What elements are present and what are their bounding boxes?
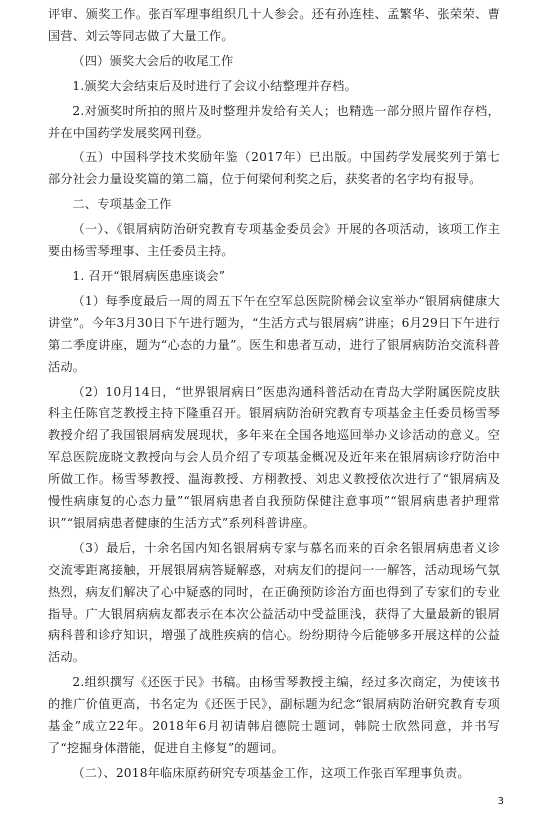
paragraph: （一）、《银屑病防治研究教育专项基金委员会》开展的各项活动，该项工作主要由杨雪琴理事、主任委员主持。 bbox=[48, 222, 500, 259]
paragraph: 评审、颁奖工作。张百军理事组织几十人参会。还有孙连桂、孟繁华、张荣荣、曹国营、刘云等同志做了大量工作。 bbox=[48, 7, 500, 43]
paragraph: （2）10月14日，“世界银屑病日”医患沟通科普活动在青岛大学附属医院皮肤科主任陈官芝教授主持下隆重召开。银屑病防治研究教育专项基金主任委员杨雪琴教授介绍了我国银屑病发展现状，多年来在全国各地巡回举办义诊活动的意义。空军总医院庞晓文教授向与会人员介绍了专项基金概况及近年来在银屑病诊疗防治中所做工作。杨雪琴教授、温海教授、方栩教授、刘忠义教授依次进行了“银屑病及慢性病康复的心态力量”“银屑病患者自我预防保健注意事项”“银屑病患者护理常识”“银屑病患者健康的生活方式”系列科普讲座。 bbox=[48, 384, 500, 530]
paragraph: 1.颁奖大会结束后及时进行了会议小结整理并存档。 bbox=[72, 78, 357, 93]
subsection-heading: 1. 召开“银屑病医患座谈会” bbox=[72, 268, 226, 283]
page-number: 3 bbox=[497, 796, 504, 807]
paragraph: 2.组织撰写《还医于民》书稿。由杨雪琴教授主编，经过多次商定，为使该书的推广价值更高，书名定为《还医于民》，副标题为纪念“银屑病防治研究教育专项基金”成立22年。2018年6月初请韩启德院士题词，韩院士欣然同意，并书写了“挖掘身体潜能，促进自主修复”的题词。 bbox=[48, 675, 500, 755]
document-body bbox=[48, 4, 500, 788]
paragraph: （3）最后，十余名国内知名银屑病专家与慕名而来的百余名银屑病患者义诊交流零距离接触，开展银屑病答疑解惑，对病友们的提问一一解答，活动现场气氛热烈，病友们解决了心中疑惑的同时，在正确预防诊治方面也得到了专家们的专业指导。广大银屑病病友都表示在本次公益活动中受益匪浅，获得了大量最新的银屑病科普和诊疗知识，增强了战胜疾病的信心。纷纷期待今后能够多开展这样的公益活动。 bbox=[48, 540, 500, 665]
paragraph: （五）中国科学技术奖励年鉴（2017年）已出版。中国药学发展奖列于第七部分社会力量设奖篇的第二篇，位于何梁何利奖之后，获奖者的名字均有报导。 bbox=[48, 150, 500, 187]
paragraph: （二）、2018年临床原药研究专项基金工作，这项工作张百军理事负责。 bbox=[72, 765, 470, 780]
paragraph: （1）每季度最后一周的周五下午在空军总医院阶梯会议室举办“银屑病健康大讲堂”。今年3月30日下午进行题为，“生活方式与银屑病”讲座；6月29日下午进行第二季度讲座，题为“心态的力量”。医生和患者互动，进行了银屑病防治交流科普活动。 bbox=[48, 293, 500, 374]
section-heading: （四）颁奖大会后的收尾工作 bbox=[72, 53, 234, 68]
section-heading: 二、专项基金工作 bbox=[72, 197, 172, 212]
paragraph: 2.对颁奖时所拍的照片及时整理并发给有关人；也精选一部分照片留作存档，并在中国药学发展奖网刊登。 bbox=[48, 103, 500, 140]
